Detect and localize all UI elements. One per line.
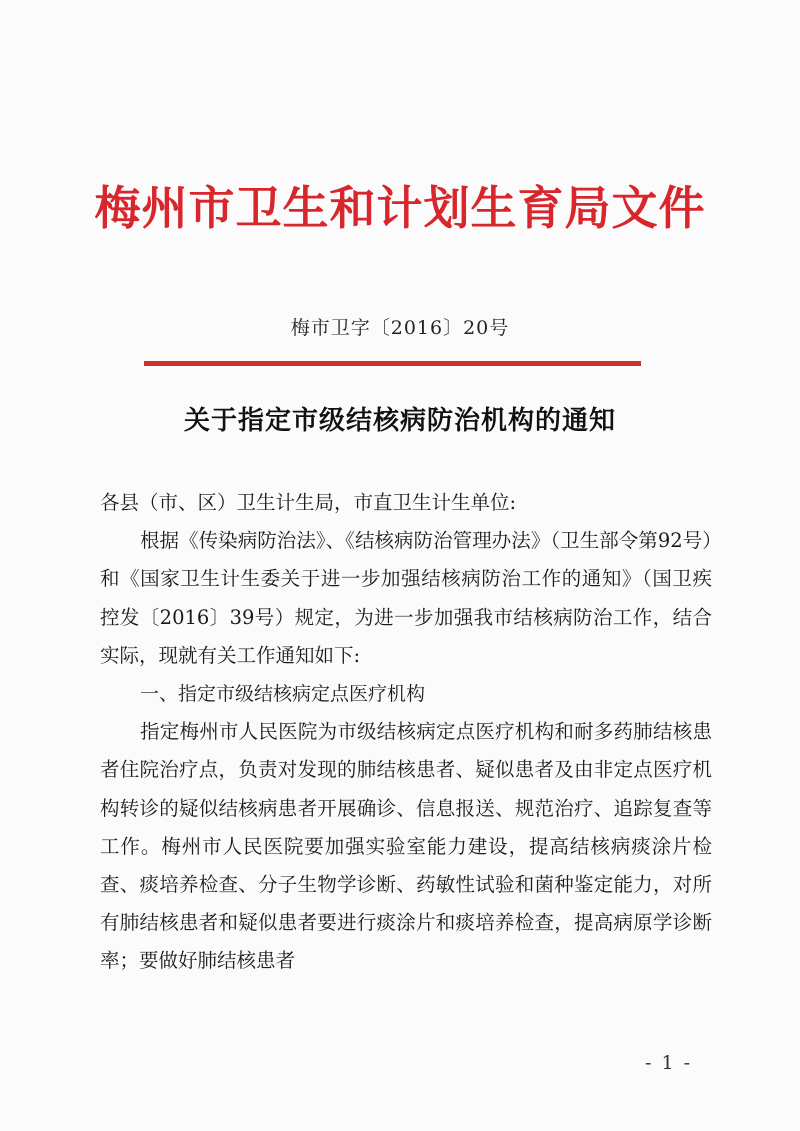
masthead-title: 梅州市卫生和计划生育局文件 bbox=[94, 181, 706, 235]
notice-title: 关于指定市级结核病防治机构的通知 bbox=[183, 406, 616, 436]
page-number: - 1 - bbox=[645, 1052, 693, 1074]
document-number: 梅市卫字〔2016〕20号 bbox=[290, 317, 510, 339]
red-divider-rule bbox=[144, 361, 641, 366]
addressee-line: 各县（市、区）卫生计生局，市直卫生计生单位: bbox=[100, 491, 517, 514]
section-heading-1: 一、指定市级结核病定点医疗机构 bbox=[140, 683, 426, 706]
intro-paragraph: 根据《传染病防治法》、《结核病防治管理办法》（卫生部令第92号）和《国家卫生计生委关于进一步加强结核病防治工作的通知》（国卫疾控发〔2016〕39号）规定，为进一步加强我市结核病防治工作，结合实际，现就有关工作通知如下: bbox=[100, 529, 712, 667]
document-body bbox=[100, 484, 712, 981]
section-1-paragraph: 指定梅州市人民医院为市级结核病定点医疗机构和耐多药肺结核患者住院治疗点，负责对发现的肺结核患者、疑似患者及由非定点医疗机构转诊的疑似结核病患者开展确诊、信息报送、规范治疗、追踪复查等工作。梅州市人民医院要加强实验室能力建设，提高结核病痰涂片检查、痰培养检查、分子生物学诊断、药敏性试验和菌种鉴定能力，对所有肺结核患者和疑似患者要进行痰涂片和痰培养检查，提高病原学诊断率；要做好肺结核患者 bbox=[100, 720, 712, 973]
